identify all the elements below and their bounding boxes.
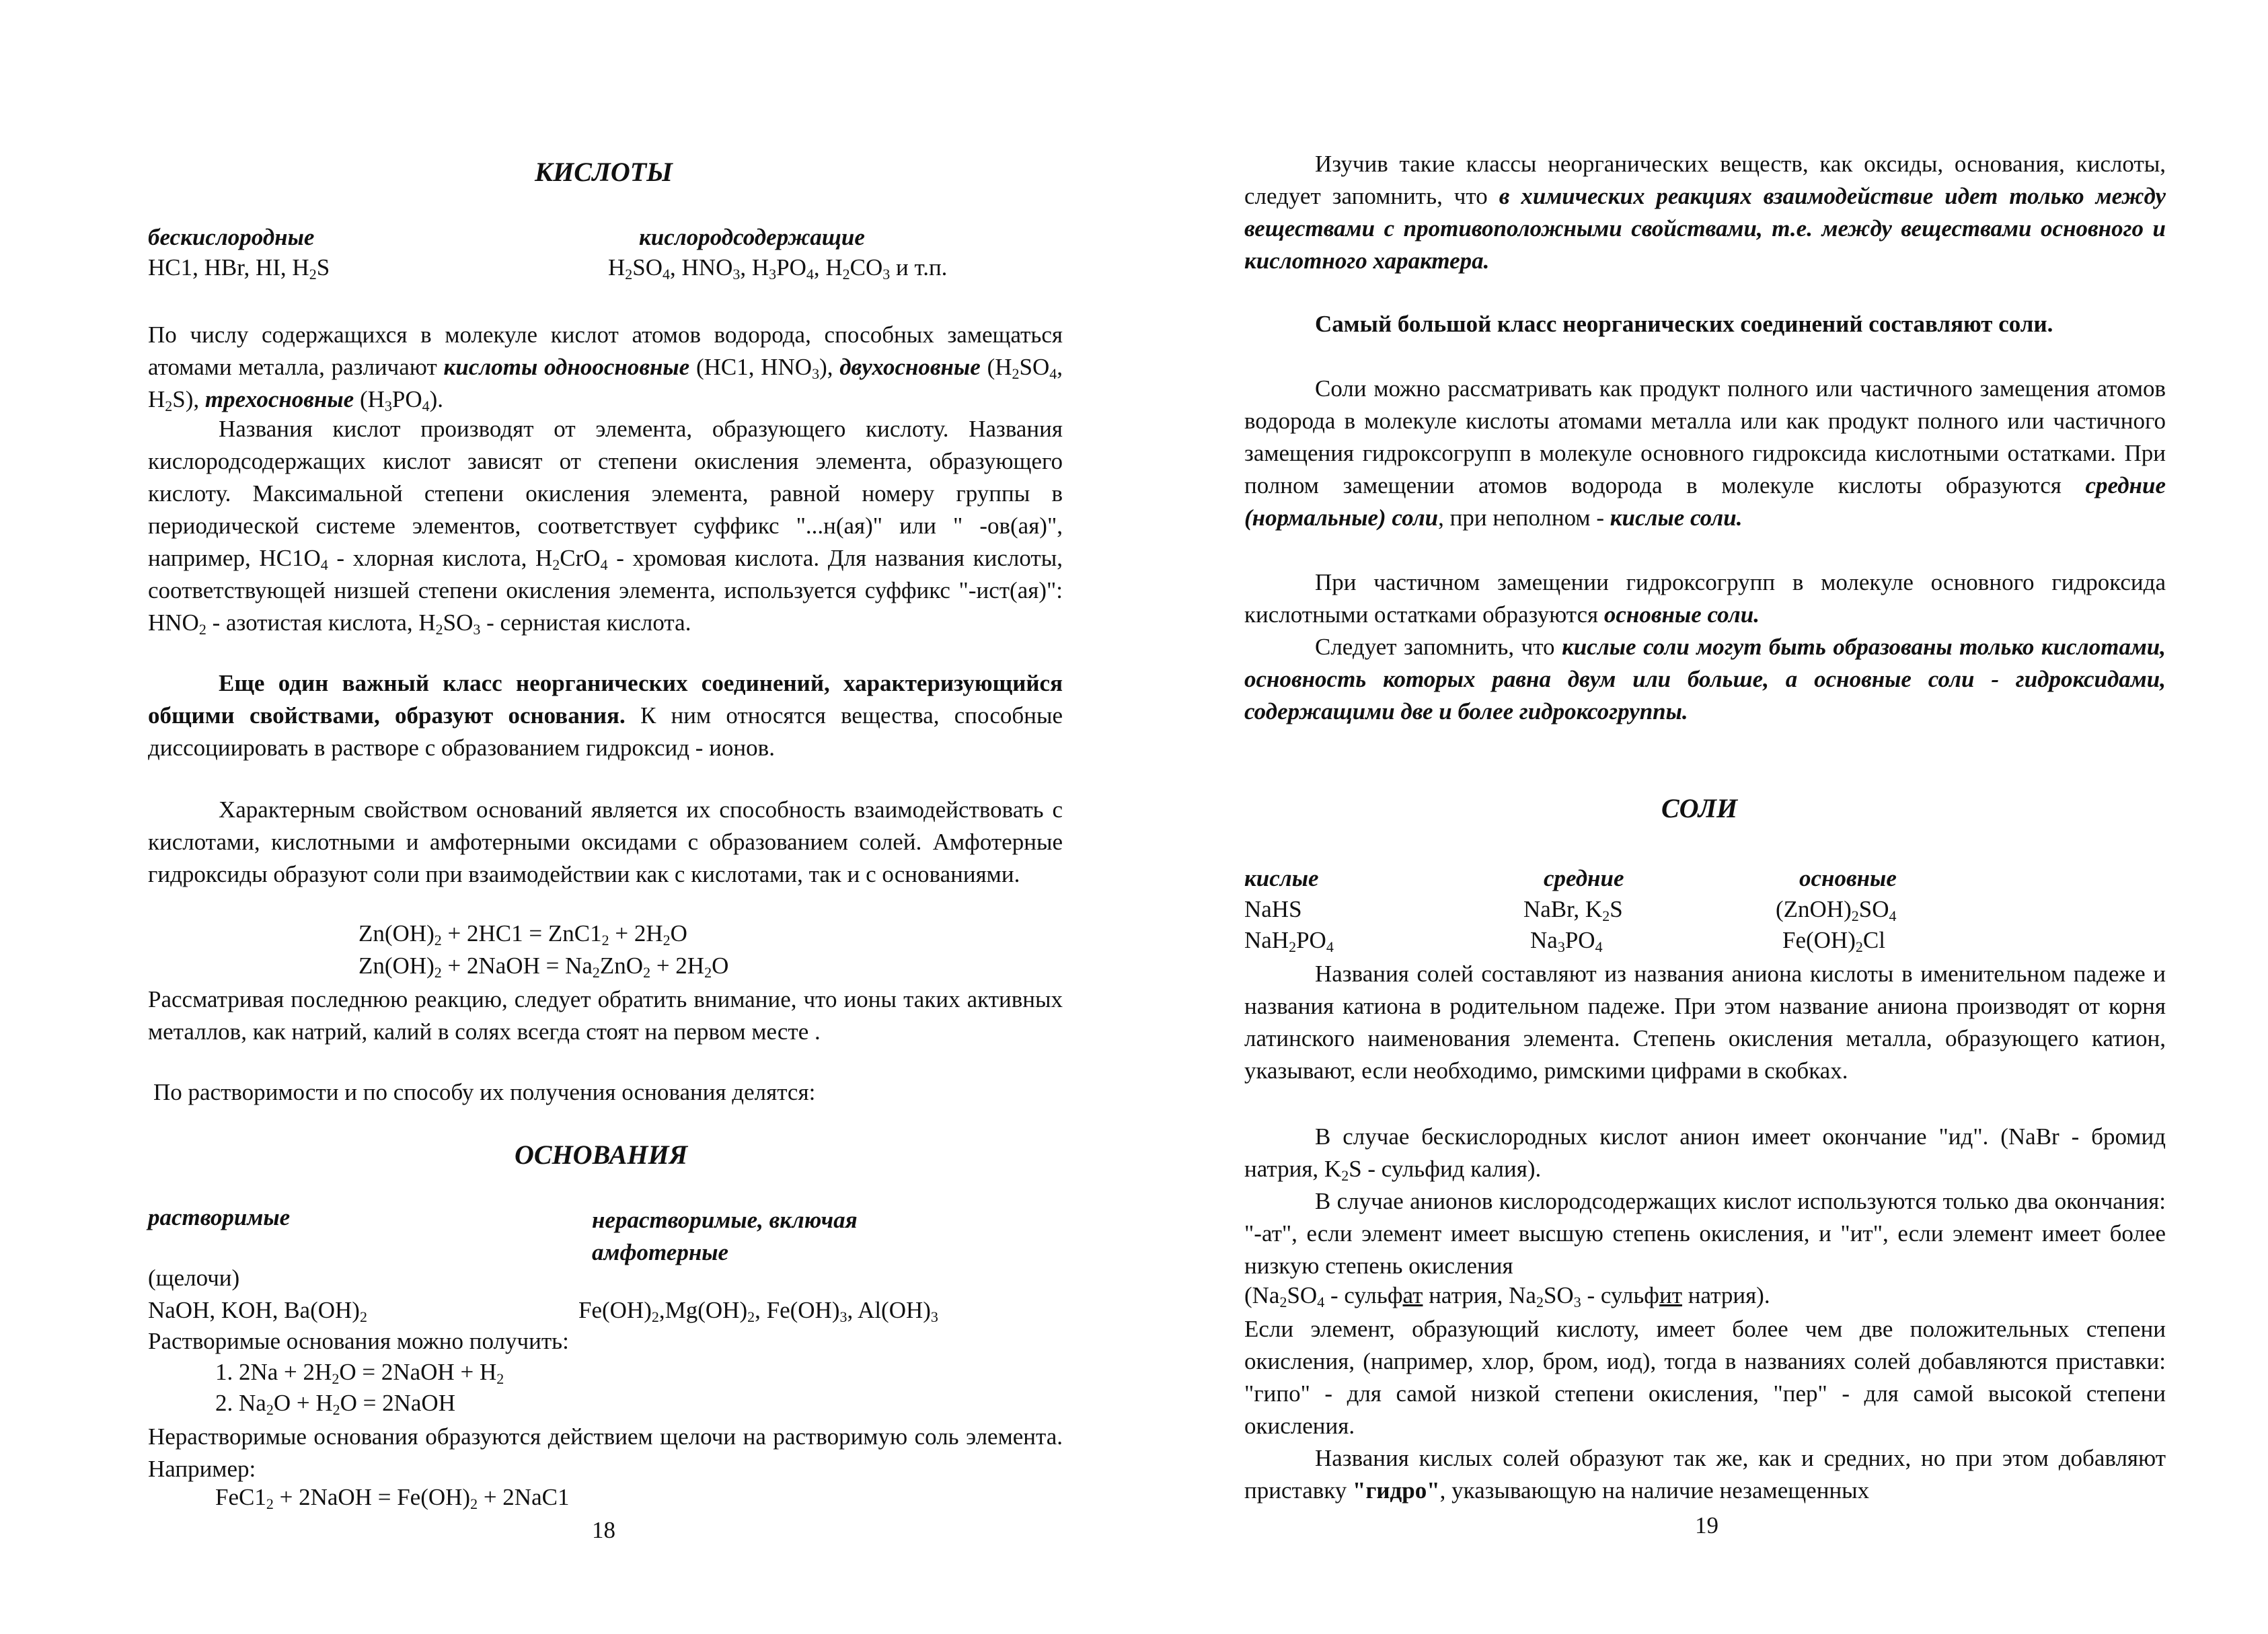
acid-salts-label: кислые	[1244, 865, 1319, 891]
page-number-right: 19	[1695, 1512, 1718, 1538]
salts-title: СОЛИ	[1661, 793, 1738, 823]
soluble-bases-label: растворимые	[148, 1204, 291, 1230]
insoluble-bases-formulas: $Fe(OH)_2,Mg(OH)_2$, $Fe(OH)_3$, $Al(OH)_3$	[578, 1297, 938, 1325]
alkali-note: (щелочи)	[148, 1265, 240, 1291]
soluble-bases-formulas: NaOH, KOH, $Ba(OH)_2$	[148, 1297, 367, 1325]
anoxic-acids-label: бескислородные	[148, 224, 315, 250]
normal-salt-2: $Na_3PO_4$	[1530, 927, 1603, 955]
salts-definition-paragraph: Соли можно рассматривать как продукт полного или частичного замещения атомов водорода в молекуле кислоты атомами металла или как продукт полного или частичного замещения гидроксогрупп в молекуле основного гидроксида кислотными остатками. При полном замещении атомов водорода в молекуле кислоты образуются средние (нормальные) соли, при неполном - кислые соли.	[1244, 375, 2166, 531]
salt-naming-paragraph: Названия солей составляют из названия аниона кислоты в именительном падеже и названия катиона в родительном падеже. При этом название аниона производят от корня латинского наименования элемента. Степень окисления металла, образующего катион, указывают, если необходимо, римскими цифрами в скобках.	[1244, 961, 2166, 1084]
acids-title: КИСЛОТЫ	[535, 157, 673, 187]
reaction-note-paragraph: Рассматривая последнюю реакцию, следует обратить внимание, что ионы таких активных металлов, как натрий, калий в солях всегда стоят на первом месте .	[148, 986, 1063, 1045]
bases-title: ОСНОВАНИЯ	[515, 1140, 688, 1170]
salts-intro-paragraph: Самый большой класс неорганических соединений составляют соли.	[1315, 311, 2053, 337]
sulfate-sulfite-example: ($Na_2SO_4$ - сульфат натрия, $Na_2SO_3$ - сульфит натрия).	[1244, 1282, 1770, 1310]
acid-salt-2: $NaH_2PO_4$	[1244, 927, 1334, 955]
basic-salts-label: основные	[1799, 865, 1897, 891]
salt-formation-rule-paragraph: Следует запомнить, что кислые соли могут быть образованы только кислотами, основность которых равна двум или больше, а основные соли - гидроксидами, содержащими две и более гидроксогруппы.	[1244, 634, 2166, 725]
basic-salt-2: $Fe(OH)_2Cl$	[1782, 927, 1885, 955]
page-number-left: 18	[592, 1517, 615, 1543]
insoluble-bases-paragraph: Нерастворимые основания образуются действием щелочи на растворимую соль элемента. Например:	[148, 1423, 1063, 1482]
acid-salt-1: NaHS	[1244, 896, 1302, 922]
reaction-1: 1. $2Na + 2H_2O$ = 2NaOH + $H_2$	[215, 1359, 504, 1387]
basic-salts-paragraph: При частичном замещении гидроксогрупп в молекуле основного гидроксида кислотными остатками образуются основные соли.	[1244, 569, 2166, 628]
oxy-acids-label: кислородсодержащие	[639, 224, 865, 250]
acid-names-paragraph: Названия кислот производят от элемента, образующего кислоту. Названия кислородсодержащих кислот зависят от степени окисления элемента, образующего кислоту. Максимальной степени окисления элемента, равной номеру группы в периодической системе элементов, соответствует суффикс "...н(ая)" или " -ов(ая)", например, $HC1O_4$ - хлорная кислота, $H_2CrO_4$ - хромовая кислота. Для названия кислоты, соответствующей низшей степени окисления элемента, используется суффикс "-ист(ая)": $HNO_2$ - азотистая кислота, $H_2SO_3$ - сернистая кислота.	[148, 416, 1063, 638]
interaction-rule-paragraph: Изучив такие классы неорганических веществ, как оксиды, основания, кислоты, следует запомнить, что в химических реакциях взаимодействие идет только между веществами с противоположными свойствами, т.е. между веществами основного и кислотного характера.	[1244, 151, 2166, 274]
anoxic-acids-formulas: HC1, HBr, HI, $H_2S$	[148, 254, 330, 283]
soluble-bases-obtain-line: Растворимые основания можно получить:	[148, 1328, 569, 1354]
bases-properties-paragraph: Характерным свойством оснований является их способность взаимодействовать с кислотами, кислотными и амфотерными оксидами с образованием солей. Амфотерные гидроксиды образуют соли при взаимодействии как с кислотами, так и с основаниями.	[148, 796, 1063, 887]
insoluble-bases-label: нерастворимые, включая амфотерные	[592, 1207, 858, 1265]
equation-fecl2: $FeC1_2$ + 2NaOH = $Fe(OH)_2 + 2NaC1$	[215, 1484, 570, 1512]
equation-zn-naoh: $Zn(OH)_2$ + 2NaOH = $Na_2ZnO_2 + 2H_2O$	[358, 953, 729, 981]
equation-zn-hcl: $Zn(OH)_2 + 2HC1 = ZnC1_2 + 2H_2O$	[358, 920, 687, 949]
oxy-acids-formulas: $H_2SO_4$, $HNO_3$, $H_3PO_4$, $H_2CO_3$ и т.п.	[608, 254, 948, 283]
prefix-naming-paragraph: Если элемент, образующий кислоту, имеет более чем две положительных степени окисления, (например, хлор, бром, иод), тогда в названиях солей добавляются приставки: "гипо" - для самой низкой степени окисления, "пер" - для самой высокой степени окисления.	[1244, 1316, 2166, 1439]
basic-salt-1: $(ZnOH)_2SO_4$	[1776, 896, 1897, 924]
bases-intro-paragraph: Еще один важный класс неорганических соединений, характеризующийся общими свойствами, образуют основания. К ним относятся вещества, способные диссоциировать в растворе с образованием гидроксид - ионов.	[148, 670, 1063, 761]
bases-classification-line: По растворимости и по способу их получения основания делятся:	[153, 1079, 816, 1105]
normal-salts-label: средние	[1544, 865, 1624, 891]
reaction-2: 2. $Na_2O + H_2O$ = 2NaOH	[215, 1390, 455, 1418]
oxy-salt-naming-paragraph: В случае анионов кислородсодержащих кислот используются только два окончания: "-ат", если элемент имеет высшую степень окисления, и "ит", если элемент имеет более низкую степень окисления	[1244, 1188, 2166, 1279]
normal-salt-1: NaBr, $K_2S$	[1523, 896, 1623, 924]
acids-basicity-paragraph: По числу содержащихся в молекуле кислот атомов водорода, способных замещаться атомами металла, различают кислоты одноосновные (HC1, $HNO_3$), двухосновные ($H_2SO_4$, $H_2S$), трехосновные $(H_3PO_4)$.	[148, 322, 1063, 414]
anoxic-salt-naming-paragraph: В случае бескислородных кислот анион имеет окончание "ид". (NaBr - бромид натрия, $K_2S$ - сульфид калия).	[1244, 1123, 2166, 1184]
acid-salt-naming-paragraph: Названия кислых солей образуют так же, как и средних, но при этом добавляют приставку "гидро", указывающую на наличие незамещенных	[1244, 1445, 2166, 1503]
